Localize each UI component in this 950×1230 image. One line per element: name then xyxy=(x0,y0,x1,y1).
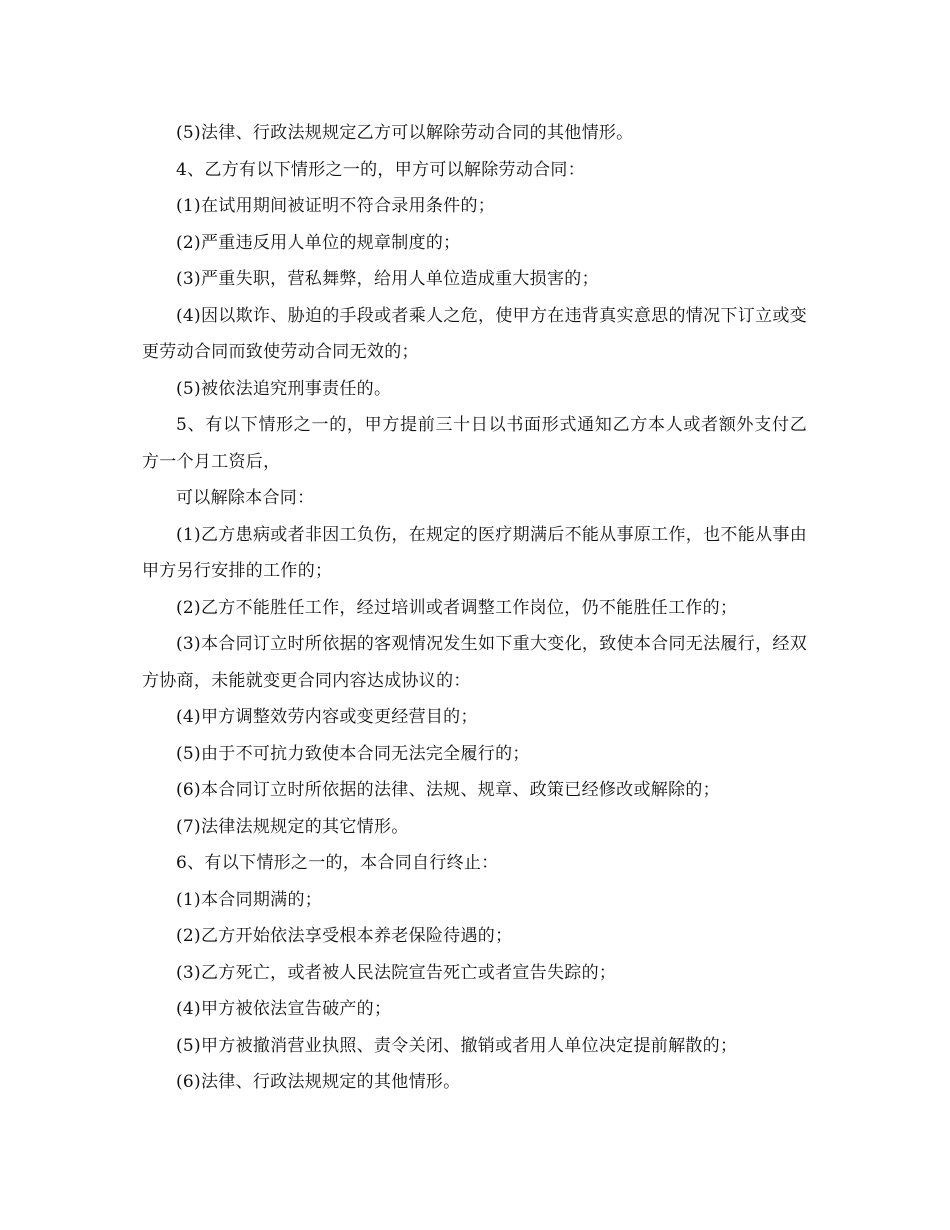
paragraph-18: (1)本合同期满的； xyxy=(176,889,323,910)
document-body xyxy=(142,115,807,1101)
paragraph-14: (5)由于不可抗力致使本合同无法完全履行的； xyxy=(176,743,530,764)
paragraph-21: (4)甲方被依法宣告破产的； xyxy=(176,999,392,1019)
paragraph-17: 6、有以下情形之一的，本合同自行终止： xyxy=(176,853,499,873)
paragraph-13: (4)甲方调整效劳内容或变更经营目的； xyxy=(176,707,478,727)
paragraph-9: 可以解除本合同： xyxy=(176,488,315,508)
paragraph-22: (5)甲方被撤消营业执照、责令关闭、撤销或者用人单位决定提前解散的； xyxy=(176,1035,738,1056)
paragraph-7: (5)被依法追究刑事责任的。 xyxy=(176,378,392,399)
paragraph-11: (2)乙方不能胜任工作，经过培训或者调整工作岗位，仍不能胜任工作的； xyxy=(176,597,738,618)
paragraph-8: 5、有以下情形之一的，甲方提前三十日以书面形式通知乙方本人或者额外支付乙方一个月工资后， xyxy=(142,415,807,472)
paragraph-15: (6)本合同订立时所依据的法律、法规、规章、政策已经修改或解除的； xyxy=(176,780,720,800)
paragraph-6: (4)因以欺诈、胁迫的手段或者乘人之危，使甲方在违背真实意思的情况下订立或变更劳动合同而致使劳动合同无效的； xyxy=(142,305,807,362)
paragraph-19: (2)乙方开始依法享受根本养老保险待遇的； xyxy=(176,926,513,946)
paragraph-4: (2)严重违反用人单位的规章制度的； xyxy=(176,232,461,253)
paragraph-10: (1)乙方患病或者非因工负伤，在规定的医疗期满后不能从事原工作，也不能从事由甲方另行安排的工作的； xyxy=(142,524,807,581)
paragraph-3: (1)在试用期间被证明不符合录用条件的； xyxy=(176,196,496,216)
paragraph-1: (5)法律、行政法规规定乙方可以解除劳动合同的其他情形。 xyxy=(176,123,634,143)
paragraph-16: (7)法律法规规定的其它情形。 xyxy=(176,816,409,837)
paragraph-20: (3)乙方死亡，或者被人民法院宣告死亡或者宣告失踪的； xyxy=(176,962,617,983)
paragraph-23: (6)法律、行政法规规定的其他情形。 xyxy=(176,1072,461,1092)
paragraph-12: (3)本合同订立时所依据的客观情况发生如下重大变化，致使本合同无法履行，经双方协商，未能就变更合同内容达成协议的： xyxy=(142,634,807,691)
paragraph-2: 4、乙方有以下情形之一的，甲方可以解除劳动合同： xyxy=(176,159,586,180)
paragraph-5: (3)严重失职，营私舞弊，给用人单位造成重大损害的； xyxy=(176,269,599,289)
